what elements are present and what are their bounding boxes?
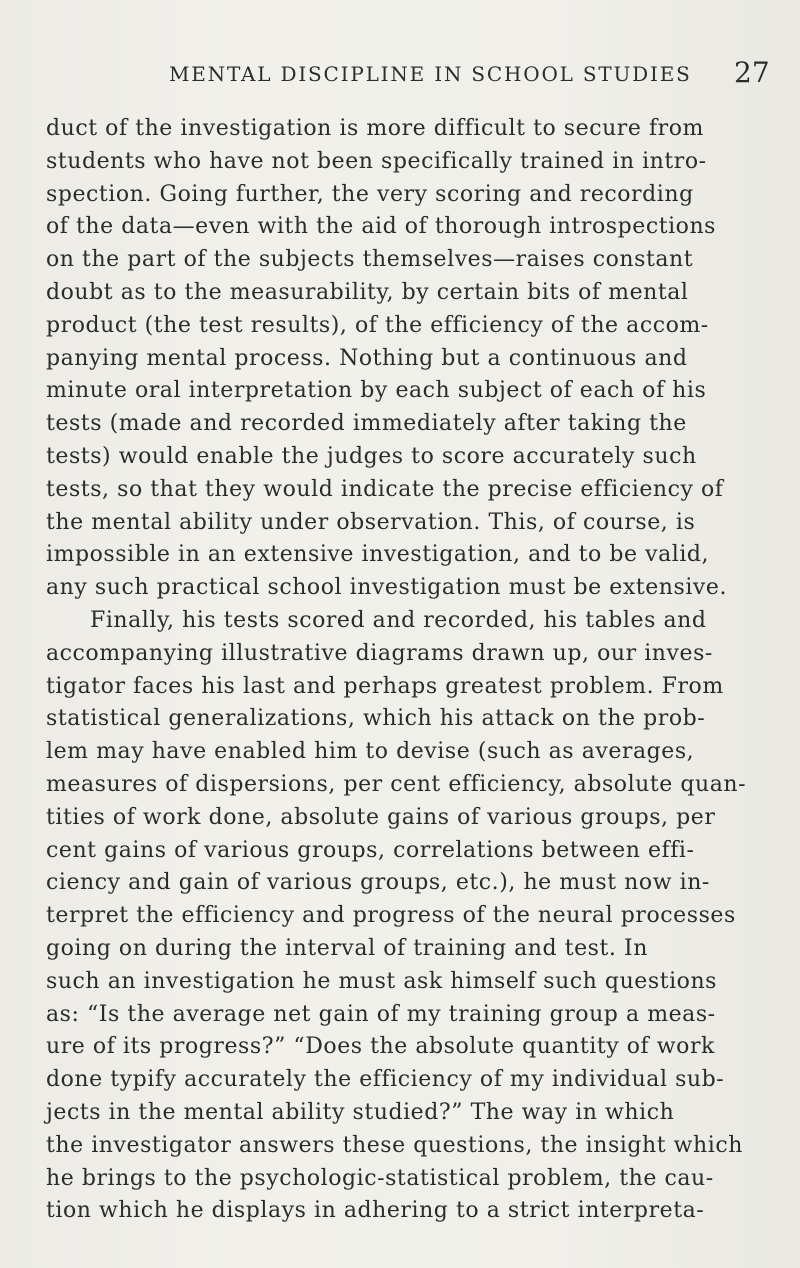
text-line: terpret the efficiency and progress of the neural processes [46, 903, 736, 929]
text-line: Finally, his tests scored and recorded, his tables and [90, 608, 707, 633]
text-line: he brings to the psychologic-statistical problem, the cau- [46, 1165, 714, 1191]
text-line: ure of its progress?” “Does the absolute quantity of work [46, 1034, 715, 1060]
text-line: done typify accurately the efficiency of my individual sub- [46, 1067, 725, 1093]
text-line: the mental ability under observation. This, of course, is [46, 509, 696, 535]
text-line: students who have not been specifically trained in intro- [46, 148, 707, 174]
text-line: tigator faces his last and perhaps greatest problem. From [46, 673, 724, 699]
text-line: tion which he displays in adhering to a strict interpreta- [46, 1198, 705, 1224]
text-line: as: “Is the average net gain of my training group a meas- [46, 1001, 716, 1027]
text-line: tests, so that they would indicate the precise efficiency of [46, 476, 724, 502]
text-line: tests (made and recorded immediately after taking the [46, 411, 687, 437]
text-line: of the data—even with the aid of thorough introspections [46, 214, 717, 240]
text-line: lem may have enabled him to devise (such as averages, [46, 739, 695, 765]
text-line: cent gains of various groups, correlations between effi- [46, 837, 695, 863]
text-line: panying mental process. Nothing but a continuous and [46, 345, 688, 371]
text-line: product (the test results), of the efficiency of the accom- [46, 312, 709, 338]
text-line: jects in the mental ability studied?” The way in which [46, 1100, 675, 1125]
text-line: measures of dispersions, per cent efficiency, absolute quan- [46, 772, 747, 797]
running-head: MENTAL DISCIPLINE IN SCHOOL STUDIES [169, 62, 692, 86]
text-line: accompanying illustrative diagrams drawn up, our inves- [46, 640, 713, 666]
text-line: spection. Going further, the very scoring and recording [46, 181, 694, 207]
text-line: the investigator answers these questions, the insight which [46, 1132, 743, 1158]
text-line: statistical generalizations, which his attack on the prob- [46, 706, 706, 732]
text-line: such an investigation he must ask himself such questions [46, 968, 718, 994]
text-line: ciency and gain of various groups, etc.), he must now in- [46, 870, 710, 896]
text-line: any such practical school investigation must be extensive. [46, 575, 728, 601]
text-line: impossible in an extensive investigation, and to be valid, [46, 542, 710, 568]
page-number: 27 [734, 56, 770, 89]
text-line: tests) would enable the judges to score accurately such [46, 444, 697, 469]
text-line: on the part of the subjects themselves—raises constant [46, 247, 694, 273]
text-line: minute oral interpretation by each subject of each of his [46, 378, 707, 404]
text-line: duct of the investigation is more difficult to secure from [46, 116, 704, 141]
text-line: doubt as to the measurability, by certain bits of mental [46, 280, 689, 305]
text-line: tities of work done, absolute gains of various groups, per [46, 804, 716, 830]
text-line: going on during the interval of training and test. In [46, 936, 648, 961]
